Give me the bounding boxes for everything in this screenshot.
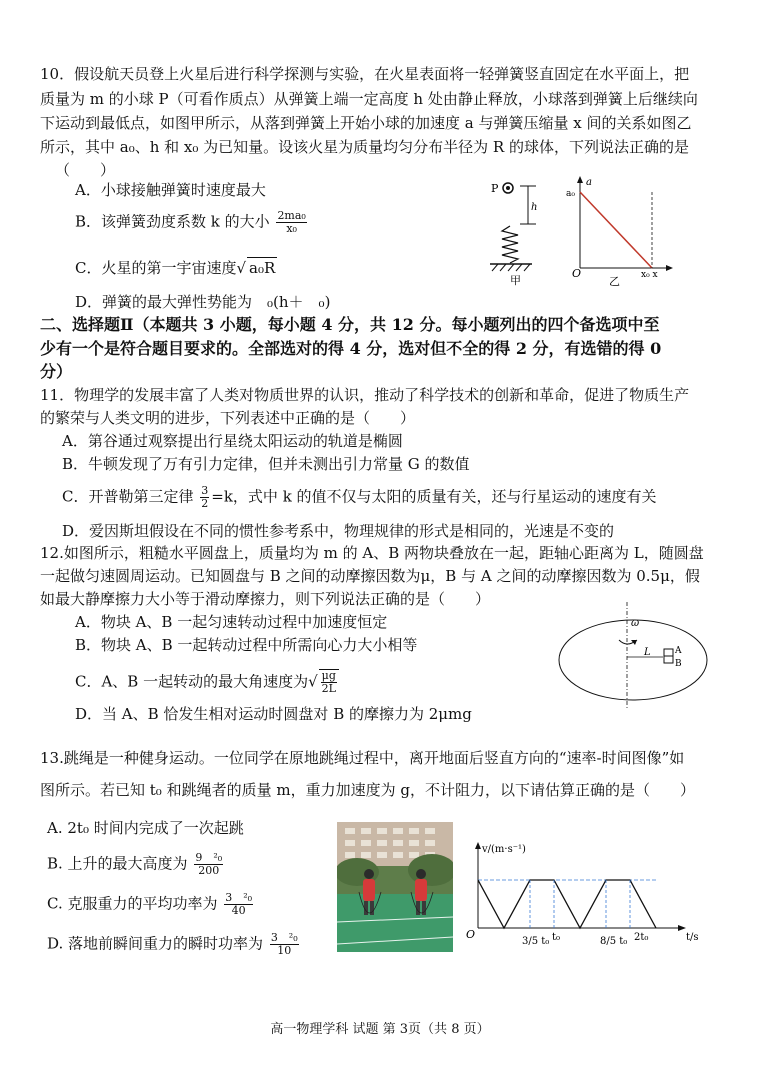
q13-line2: 图所示。若已知 t₀ 和跳绳者的质量 m，重力加速度为 g，不计阻力，以下请估算正确的是（ ） [40,781,695,799]
q10-figure [488,176,678,290]
section2-line2: 少有一个是符合题目要求的。全部选对的得 4 分，选对但不全的得 2 分，有选错的得 0 [40,339,662,358]
label-o: O [572,267,582,280]
q12-line2: 一起做匀速圆周运动。已知圆盘与 B 之间的动摩擦因数为μ，B 与 A 之间的动摩擦因数为 0.5μ，假 [40,567,700,585]
label-x0: x₀ x [641,270,658,280]
fraction: $\frac{3}{2}$ [201,484,209,510]
q13-line1: 13.跳绳是一种健身运动。一位同学在原地跳绳过程中，离开地面后竖直方向的“速率-时间图像”如 [40,749,685,767]
label-A: A [675,646,682,656]
fraction: $\frac{\text{3 ²₀}}{40}$ [225,891,253,917]
q11-option-a: A．第谷通过观察提出行星绕太阳运动的轨道是椭圆 [62,432,403,450]
graph-xlabel: t/s [686,932,699,943]
q10-line4: 所示，其中 a₀、h 和 x₀ 为已知量。设该火星为质量均匀分布半径为 R 的球体，下列说法正确的是 [40,138,689,156]
q13-option-a: A. 2t₀ 时间内完成了一次起跳 [47,819,244,837]
q10-line1: 10．假设航天员登上火星后进行科学探测与实验，在火星表面将一轻弹簧竖直固定在水平面上，把 [40,65,690,83]
section2-line1: 二、选择题Ⅱ（本题共 3 小题，每小题 4 分，共 12 分。每小题列出的四个备选项中至 [40,315,660,334]
tick-t0: t₀ [552,932,561,943]
q13-option-b: B. 上升的最大高度为 $\frac{\text{9 ²₀}}{200}$ [47,851,223,877]
page-footer: 高一物理学科 试题 第 3页（共 8 页） [270,1022,490,1037]
q10-line3: 下运动到最低点，如图甲所示，从落到弹簧上开始小球的加速度 a 与弹簧压缩量 x 间的关系如图乙 [40,114,692,132]
label-L: L [644,647,651,658]
label-jia: 甲 [510,274,521,287]
velocity-curve [478,880,656,928]
fraction: $\frac{\text{9 ²₀}}{200}$ [195,851,223,877]
q11-option-c: C．开普勒第三定律 $\frac{3}{2}$ =k，式中 k 的值不仅与太阳的质量有关，还与行星运动的速度有关 [62,484,657,510]
tick-3-5-t0: 3/5 t₀ [522,936,550,947]
q10-option-d: D．弹簧的最大弹性势能为 ₀(h＋ ₀) [75,293,331,311]
q12-option-a: A．物块 A、B 一起匀速转动过程中加速度恒定 [75,613,388,631]
q10-option-a: A．小球接触弹簧时速度最大 [75,181,266,199]
jump-rope-photo [337,822,453,952]
label-h: h [531,202,538,213]
label-p: P [491,182,499,195]
fraction: $\frac{\text{2ma₀}}{\text{x₀}}$ [277,209,306,235]
q12-line1: 12.如图所示，粗糙水平圆盘上，质量均为 m 的 A、B 两物块叠放在一起，距轴心距离为 L，随圆盘 [40,544,704,562]
q10-option-c: C．火星的第一宇宙速度√ a₀R [75,259,276,277]
q11-line2: 的繁荣与人类文明的进步，下列表述中正确的是（ ） [40,409,416,427]
q12-disc-figure [555,600,715,715]
label-omega: ω [631,618,640,629]
q13-option-c: C. 克服重力的平均功率为 $\frac{\text{3 ²₀}}{40}$ [47,891,253,917]
tick-8-5-t0: 8/5 t₀ [600,936,628,947]
q13-option-d: D. 落地前瞬间重力的瞬时功率为 $\frac{\text{3 ²₀}}{10}$ [47,931,298,957]
q11-option-b: B．牛顿发现了万有引力定律，但并未测出引力常量 G 的数值 [62,455,470,473]
acceleration-graph [566,176,673,288]
graph-ylabel: v/(m·s⁻¹) [482,844,526,855]
a-x-line [580,192,652,268]
q12-option-c: C．A、B 一起转动的最大角速度为√ $\frac{\mu g}{2L}$ [75,669,339,695]
block-a [664,649,673,656]
q10-bracket: （ ） [55,161,116,179]
q11-option-d: D．爱因斯坦假设在不同的惯性参考系中，物理规律的形式是相同的，光速是不变的 [62,522,615,540]
fraction: $\frac{\text{3 ²₀}}{10}$ [270,931,298,957]
q11-line1: 11．物理学的发展丰富了人类对物质世界的认识，推动了科学技术的创新和革命，促进了物质生产 [40,386,690,404]
block-b [664,656,673,663]
q13-velocity-graph [458,840,713,950]
q12-option-b: B．物块 A、B 一起转动过程中所需向心力大小相等 [75,636,418,654]
label-a: a [586,177,592,188]
label-a0: a₀ [566,189,575,199]
label-yi: 乙 [609,275,620,288]
section2-line3: 分） [40,362,73,381]
q12-option-d: D．当 A、B 恰发生相对运动时圆盘对 B 的摩擦力为 2μmg [75,705,472,723]
graph-origin: O [466,928,476,941]
spring-figure [490,182,537,287]
q12-line3: 如最大静摩擦力大小等于滑动摩擦力，则下列说法正确的是（ ） [40,590,491,608]
fraction: $\frac{\mu g}{2L}$ [321,669,336,695]
q10-line2: 质量为 m 的小球 P（可看作质点）从弹簧上端一定高度 h 处由静止释放，小球落到弹簧上后继续向 [40,90,698,108]
label-B: B [675,659,682,669]
tick-2t0: 2t₀ [634,932,649,943]
q10-option-b: B．该弹簧劲度系数 k 的大小 $\frac{\text{2ma₀}}{\text{x₀}}$ [75,209,306,235]
